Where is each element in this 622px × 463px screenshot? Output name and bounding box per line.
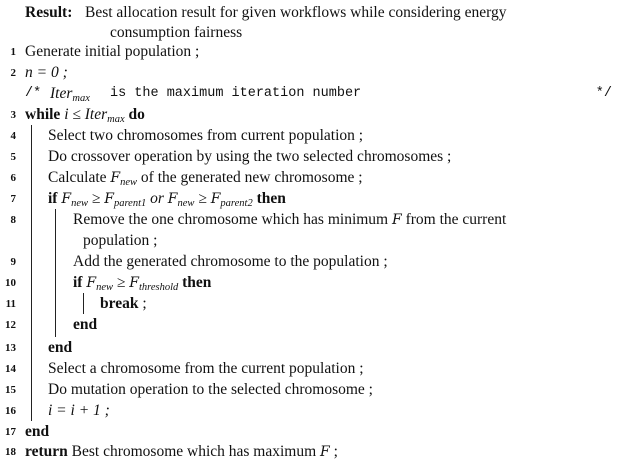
line-cont: population ; bbox=[83, 232, 158, 249]
line-number: 3 bbox=[10, 109, 16, 121]
algo-line-9 bbox=[0, 251, 622, 272]
line-number: 6 bbox=[10, 172, 16, 184]
fitness-sub: new bbox=[177, 198, 195, 209]
algo-line-6 bbox=[0, 167, 622, 188]
fitness-symbol: F bbox=[129, 275, 139, 291]
keyword-return: return bbox=[25, 443, 68, 460]
line-text: Select two chromosomes from current population ; bbox=[48, 127, 364, 144]
line-post: from the current bbox=[405, 211, 507, 228]
line-number: 9 bbox=[10, 256, 16, 268]
line-text: Generate initial population ; bbox=[25, 43, 200, 60]
keyword-end: end bbox=[73, 316, 98, 333]
line-text: Best chromosome which has maximum bbox=[71, 443, 317, 460]
line-number: 15 bbox=[5, 384, 16, 396]
line-number: 1 bbox=[10, 46, 16, 58]
algo-line-11 bbox=[0, 293, 622, 314]
line-pre: Calculate bbox=[48, 169, 107, 186]
keyword-do: do bbox=[128, 106, 145, 123]
fitness-sub: new bbox=[96, 282, 113, 293]
line-number: 7 bbox=[10, 193, 16, 205]
algo-line-7 bbox=[0, 188, 622, 209]
comment-start: /* bbox=[25, 86, 42, 101]
algo-line-12 bbox=[0, 314, 622, 335]
line-number: 5 bbox=[10, 151, 16, 163]
cond-sub: max bbox=[107, 114, 125, 125]
line-post: ; bbox=[333, 443, 338, 460]
algo-line-8 bbox=[0, 209, 622, 230]
algo-line-16 bbox=[0, 400, 622, 421]
result-line-2 bbox=[0, 22, 622, 43]
keyword-end: end bbox=[25, 423, 50, 440]
comment-var: Iter bbox=[50, 85, 73, 102]
line-number: 17 bbox=[5, 426, 16, 438]
op: ≥ bbox=[116, 274, 126, 291]
algo-line-2 bbox=[0, 62, 622, 83]
line-content bbox=[73, 209, 506, 231]
algo-line-5 bbox=[0, 146, 622, 167]
line-post: ; bbox=[142, 295, 147, 312]
line-number: 18 bbox=[5, 446, 16, 458]
fitness-symbol: F bbox=[86, 275, 97, 291]
line-math: i = i + 1 ; bbox=[48, 402, 110, 419]
keyword-if: if bbox=[73, 274, 83, 291]
keyword-break: break bbox=[100, 295, 139, 312]
algo-line-13 bbox=[0, 337, 622, 358]
keyword-while: while bbox=[25, 106, 61, 123]
or-word: or bbox=[150, 190, 164, 207]
fitness-sub: parent1 bbox=[113, 198, 147, 209]
algo-line-18 bbox=[0, 441, 622, 462]
line-text: Do crossover operation by using the two selected chromosomes ; bbox=[48, 148, 452, 165]
cond-main: i ≤ Iter bbox=[64, 106, 108, 123]
keyword-then: then bbox=[256, 190, 286, 207]
line-number: 12 bbox=[5, 319, 16, 331]
fitness-sub: new bbox=[71, 198, 88, 209]
algo-comment bbox=[0, 83, 622, 104]
result-label: Result: bbox=[25, 4, 73, 21]
fitness-symbol: F bbox=[320, 444, 330, 460]
line-number: 10 bbox=[5, 277, 16, 289]
algo-line-4 bbox=[0, 125, 622, 146]
result-line-1 bbox=[0, 2, 622, 23]
fitness-symbol: F bbox=[61, 191, 72, 207]
algo-line-15 bbox=[0, 379, 622, 400]
fitness-sub: new bbox=[120, 177, 138, 188]
result-text-cont: consumption fairness bbox=[110, 24, 243, 41]
line-text: Remove the one chromosome which has minimum bbox=[73, 211, 389, 228]
fitness-symbol: F bbox=[167, 191, 178, 207]
fitness-symbol: F bbox=[110, 170, 121, 186]
keyword-then: then bbox=[182, 274, 212, 291]
op: ≥ bbox=[198, 190, 207, 207]
fitness-sub: threshold bbox=[138, 282, 179, 293]
line-text: Add the generated chromosome to the population ; bbox=[73, 253, 388, 270]
algo-line-10 bbox=[0, 272, 622, 293]
op: ≥ bbox=[91, 190, 101, 207]
algo-line-8-cont bbox=[0, 230, 622, 251]
comment-end: */ bbox=[595, 86, 612, 101]
keyword-end: end bbox=[48, 339, 73, 356]
fitness-symbol: F bbox=[210, 191, 221, 207]
line-number: 14 bbox=[5, 363, 16, 375]
line-number: 16 bbox=[5, 405, 16, 417]
line-text: Select a chromosome from the current population ; bbox=[48, 360, 364, 377]
fitness-symbol: F bbox=[391, 212, 402, 228]
line-number: 11 bbox=[5, 298, 16, 310]
fitness-symbol: F bbox=[104, 191, 114, 207]
line-number: 13 bbox=[5, 342, 16, 354]
comment-text: is the maximum iteration number bbox=[110, 86, 362, 101]
line-math: n = 0 ; bbox=[25, 64, 68, 81]
line-number: 2 bbox=[10, 67, 16, 79]
comment-var-sub: max bbox=[72, 93, 90, 104]
line-content bbox=[100, 293, 147, 314]
fitness-sub: parent2 bbox=[220, 198, 253, 209]
algo-line-3 bbox=[0, 104, 622, 125]
line-content bbox=[25, 441, 338, 463]
result-text: Best allocation result for given workflows while considering energy bbox=[85, 4, 507, 21]
algo-line-1 bbox=[0, 41, 622, 62]
algo-line-14 bbox=[0, 358, 622, 379]
line-number: 8 bbox=[10, 214, 16, 226]
algo-line-17 bbox=[0, 421, 622, 442]
line-text: Do mutation operation to the selected chromosome ; bbox=[48, 381, 373, 398]
line-number: 4 bbox=[10, 130, 16, 142]
line-post: of the generated new chromosome ; bbox=[140, 169, 363, 186]
keyword-if: if bbox=[48, 190, 58, 207]
